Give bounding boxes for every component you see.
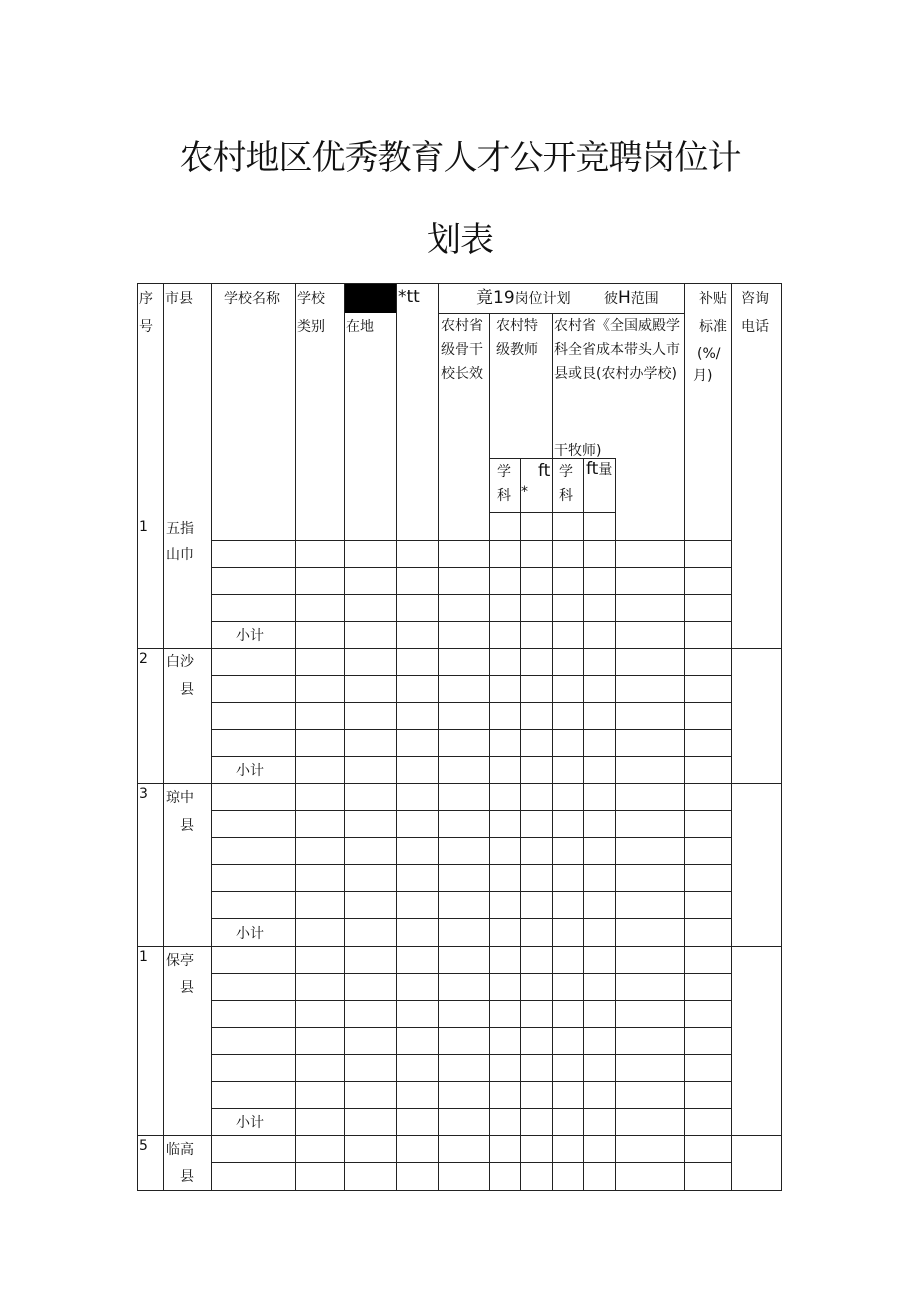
header-sub1: 农村省级骨干校长效 [441, 318, 483, 382]
group-seq: 1 [139, 519, 148, 535]
group-city-2: 县 [180, 682, 194, 698]
header-phone-2: 电话 [741, 319, 769, 335]
header-ft-b-wrap [586, 455, 612, 484]
header-seq-2: 号 [139, 319, 153, 335]
group-city-2: 县 [180, 818, 194, 834]
header-sub3: 农村省《全国威殿学科全省成本带头人市县或艮(农村办学校) [554, 318, 680, 382]
header-location: 在地 [346, 319, 374, 335]
header-range [604, 284, 659, 313]
group-seq: 2 [139, 651, 148, 667]
header-ft-a: ft [538, 461, 551, 481]
redacted-block [345, 284, 396, 313]
header-subsidy-3: (%/ [697, 346, 721, 362]
header-school-type-2: 类别 [297, 319, 325, 335]
group-city-2: 县 [180, 980, 194, 996]
page-title: 农村地区优秀教育人才公开竞聘岗位计 [179, 138, 741, 178]
header-range-suffix: 范围 [630, 291, 659, 307]
header-plan [476, 284, 571, 313]
header-sub2: 农村特级教师 [496, 318, 538, 358]
group-subtotal: 小计 [236, 628, 264, 644]
header-city: 市县 [165, 291, 193, 307]
group-city-1: 临高 [166, 1142, 194, 1158]
header-subject-b: 学 科 [559, 464, 573, 504]
group-city-1: 五指 [166, 521, 194, 537]
header-range-h: H [618, 288, 631, 308]
group-seq: 5 [139, 1138, 148, 1154]
header-star-a: * [521, 484, 528, 500]
header-school-type-1: 学校 [297, 291, 325, 307]
header-plan-text: 岗位计划 [514, 291, 571, 307]
header-sub3-tail: 干牧师) [554, 443, 602, 459]
group-subtotal: 小计 [236, 1115, 264, 1131]
header-ft-b: ft [586, 459, 599, 479]
header-seq-1: 序 [139, 291, 153, 307]
header-phone-1: 咨询 [741, 291, 769, 307]
header-subject-a: 学 科 [497, 464, 511, 504]
group-city-1: 白沙 [166, 654, 194, 670]
header-liang-b: 量 [598, 462, 613, 478]
header-subsidy-4: 月) [693, 368, 713, 384]
header-range-prefix: 彼 [604, 291, 618, 307]
header-star-tt: *tt [398, 287, 420, 307]
group-city-1: 琼中 [166, 790, 194, 806]
group-seq: 1 [139, 949, 148, 965]
group-seq: 3 [139, 786, 148, 802]
group-city-1: 保亭 [166, 953, 194, 969]
header-subsidy-1: 补贴 [699, 291, 727, 307]
page-title-continued: 划表 [427, 220, 493, 260]
header-school-name: 学校名称 [224, 291, 280, 307]
group-city-2: 县 [180, 1169, 194, 1185]
group-city-2: 山巾 [166, 547, 194, 563]
group-subtotal: 小计 [236, 763, 264, 779]
header-plan-num: 竟19 [476, 288, 515, 308]
group-subtotal: 小计 [236, 926, 264, 942]
header-subsidy-2: 标准 [699, 319, 727, 335]
